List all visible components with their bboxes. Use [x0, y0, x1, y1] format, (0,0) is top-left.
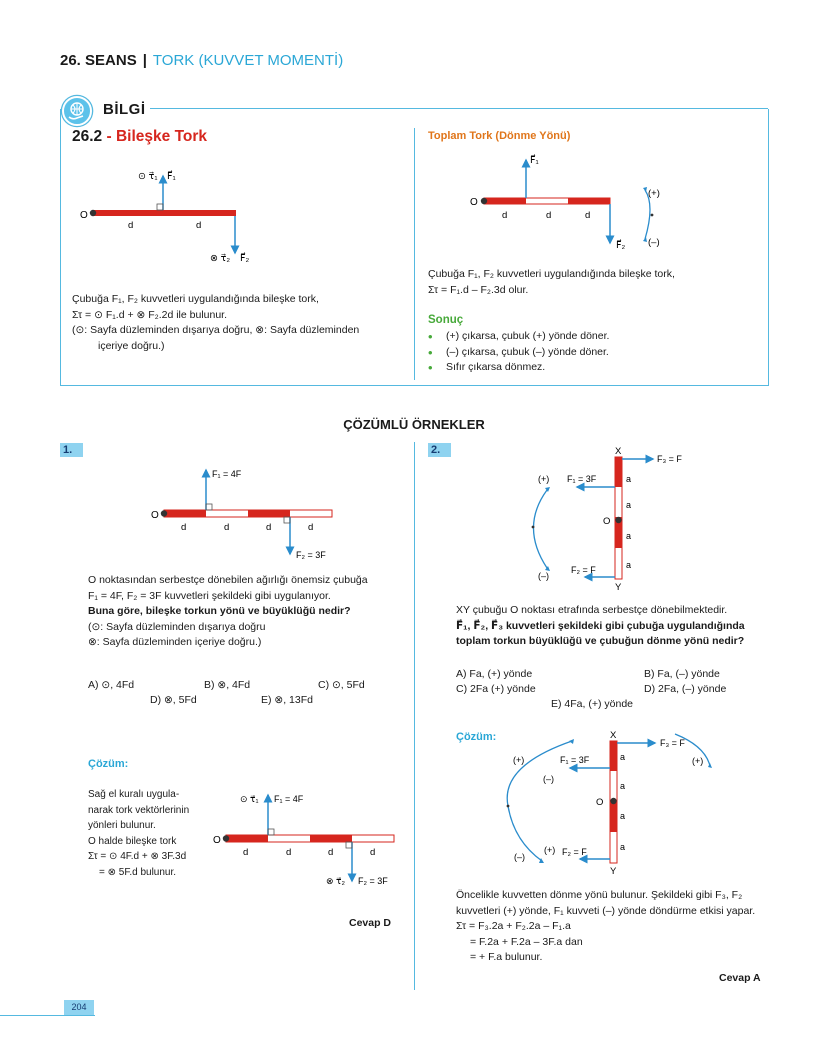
label-plus: (+): [513, 755, 525, 765]
label-F1: F⃗₁: [530, 155, 539, 166]
label-O: O: [151, 510, 159, 521]
rod-segment: [610, 741, 617, 771]
ex2-option-e[interactable]: E) 4Fa, (+) yönde: [551, 698, 633, 710]
info-left-line3: (⊙: Sayfa düzleminden dışarıya doğru, ⊗: Sayfa düzleminden: [72, 324, 360, 336]
ex1-question: Buna göre, bileşke torkun yönü ve büyüklüğü nedir?: [88, 605, 351, 617]
info-right-line2: Στ = F₁.d – F₂.3d olur.: [428, 283, 529, 296]
label-F1: F₁ = 3F: [567, 474, 597, 484]
pivot-point: [223, 835, 229, 841]
ex2-sol-line: Öncelikle kuvvetten dönme yönü bulunur. Şekildeki gibi F₃, F₂: [456, 889, 743, 901]
info-right-figure: [462, 148, 682, 253]
page-number-line: [0, 1015, 95, 1016]
ex2-option-d[interactable]: D) 2Fa, (–) yönde: [644, 683, 727, 695]
ex2-solution-label: Çözüm:: [456, 731, 497, 743]
ex1-option-e[interactable]: E) ⊗, 13Fd: [261, 694, 313, 706]
ex1-text-line: O noktasından serbestçe dönebilen ağırlığı önemsiz çubuğa: [88, 574, 368, 586]
example-1-badge: 1.: [60, 443, 83, 457]
label-F2: F₂ = F: [562, 847, 587, 857]
label-F1: F⃗₁: [167, 171, 176, 182]
section-title: [72, 128, 207, 146]
label-d: d: [286, 847, 292, 858]
ex2-question: F⃗₁, F⃗₂, F⃗₃ kuvvetleri şekildeki gibi çubuğa uygulandığında: [456, 619, 745, 632]
ex1-sol-line: narak tork vektörlerinin: [88, 804, 190, 816]
ex2-option-a[interactable]: A) Fa, (+) yönde: [456, 668, 533, 680]
label-d: d: [546, 210, 552, 221]
rod-segment: [248, 510, 290, 517]
label-O: O: [596, 797, 604, 808]
label-d: d: [181, 522, 187, 533]
seans-number: 26. SEANS: [60, 52, 137, 69]
label-plus: (+): [648, 188, 660, 199]
arc-center-dot: [651, 214, 654, 217]
ex1-text-line: F₁ = 4F, F₂ = 3F kuvvetleri şekildeki gibi uygulanıyor.: [88, 589, 331, 602]
example-2-badge: 2.: [428, 443, 451, 457]
ex2-solution-figure: [500, 726, 730, 876]
rod-segment: [226, 835, 268, 842]
ex1-option-a[interactable]: A) ⊙, 4Fd: [88, 679, 135, 691]
label-tau1: ⊙ τ⃗₁: [138, 171, 158, 182]
arc-center-dot: [532, 526, 535, 529]
ex1-note: ⊗: Sayfa düzleminden içeriye doğru.): [88, 636, 262, 648]
label-Y: Y: [610, 866, 617, 876]
section-number: 26.2: [72, 128, 103, 145]
info-column-divider: [414, 128, 415, 380]
info-right-text: [428, 267, 758, 298]
rod-segment: [310, 835, 352, 842]
ex1-answer: Cevap D: [349, 917, 392, 929]
ex2-option-b[interactable]: B) Fa, (–) yönde: [644, 668, 720, 680]
label-F2: F⃗₂: [240, 253, 250, 264]
right-angle-mark: [346, 842, 352, 848]
label-O: O: [470, 197, 478, 208]
label-a: a: [626, 474, 632, 484]
ex1-solution-label: Çözüm:: [88, 758, 129, 770]
label-minus: (–): [543, 774, 554, 784]
info-left-line2: Στ = ⊙ F₁.d + ⊗ F₂.2d ile bulunur.: [72, 308, 228, 321]
label-d: d: [224, 522, 230, 533]
result-item: • (+) çıkarsa, çubuk (+) yönde döner.: [428, 329, 748, 345]
globe-hand-icon: [62, 96, 92, 126]
label-a: a: [620, 781, 626, 791]
label-a: a: [626, 560, 632, 570]
label-F1: F₁ = 4F: [274, 794, 304, 804]
ex2-solution-text: [456, 888, 776, 966]
ex2-text-line: XY çubuğu O noktası etrafında serbestçe dönebilmektedir.: [456, 604, 728, 616]
label-d: d: [128, 220, 134, 231]
label-minus: (–): [648, 237, 660, 248]
label-Y: Y: [615, 582, 622, 592]
ex2-sol-line: = F.2a + F.2a – 3F.a dan: [470, 935, 583, 948]
arc-center-dot: [507, 805, 510, 808]
label-a: a: [626, 500, 632, 510]
right-angle-mark: [268, 829, 274, 835]
section-dash: -: [106, 128, 112, 145]
header-topic: TORK (KUVVET MOMENTİ): [152, 52, 344, 69]
result-title: Sonuç: [428, 314, 464, 326]
label-d: d: [243, 847, 249, 858]
right-angle-mark: [206, 504, 212, 510]
right-angle-mark: [157, 204, 163, 210]
label-F2: F⃗₂: [616, 240, 626, 251]
result-item: • Sıfır çıkarsa dönmez.: [428, 360, 748, 376]
label-d: d: [266, 522, 272, 533]
pivot-point: [161, 510, 167, 516]
arc-arrowhead: [569, 739, 574, 744]
page-number: 204: [64, 1000, 94, 1015]
rod-segment: [484, 198, 526, 204]
page-header: [60, 52, 343, 69]
rod-segment: [610, 801, 617, 832]
result-list: [428, 329, 748, 376]
info-left-text: [72, 292, 402, 354]
label-d: d: [502, 210, 508, 221]
label-F1: F₁ = 3F: [560, 755, 590, 765]
ex1-solution-figure: [212, 785, 402, 890]
label-d: d: [308, 522, 314, 533]
rotation-arc: [534, 490, 548, 568]
label-tau1: ⊙ τ⃗₁: [240, 794, 259, 804]
info-left-line1: Çubuğa F₁, F₂ kuvvetleri uygulandığında bileşke tork,: [72, 293, 319, 305]
ex2-answer: Cevap A: [719, 972, 761, 984]
result-item: • (–) çıkarsa, çubuk (–) yönde döner.: [428, 345, 748, 361]
label-O: O: [603, 516, 611, 527]
info-right-line1: Çubuğa F₁, F₂ kuvvetleri uygulandığında bileşke tork,: [428, 268, 675, 280]
label-X: X: [610, 730, 617, 741]
examples-title: ÇÖZÜMLÜ ÖRNEKLER: [343, 417, 485, 432]
ex2-option-c[interactable]: C) 2Fa (+) yönde: [456, 683, 536, 695]
pivot-point: [610, 798, 616, 804]
example-2-figure: [525, 442, 725, 592]
label-O: O: [80, 210, 88, 221]
ex1-option-b[interactable]: B) ⊗, 4Fd: [204, 679, 251, 691]
info-left-figure: [75, 160, 275, 270]
ex1-option-c[interactable]: C) ⊙, 5Fd: [318, 679, 365, 691]
ex2-sol-line: kuvvetleri (+) yönde, F₁ kuvveti (–) yönde döndürme etkisi yapar.: [456, 904, 756, 917]
example-1-text: [88, 573, 408, 651]
label-a: a: [620, 811, 626, 821]
label-minus: (–): [538, 571, 549, 581]
example-1-figure: [150, 462, 350, 562]
label-tau2: ⊗ τ⃗₂: [210, 253, 231, 264]
label-d: d: [328, 847, 334, 858]
pivot-point: [90, 210, 96, 216]
label-plus: (+): [538, 474, 550, 484]
label-X: X: [615, 446, 622, 457]
pivot-point: [615, 517, 621, 523]
pivot-point: [481, 198, 487, 204]
label-a: a: [626, 531, 632, 541]
example-2-text: [456, 603, 776, 650]
label-F1: F₁ = 4F: [212, 469, 242, 479]
rod: [93, 210, 236, 216]
rod-segment: [615, 457, 622, 487]
label-F3: F₃ = F: [660, 738, 685, 748]
label-F2: F₂ = 3F: [358, 876, 388, 886]
ex1-solution-text: [88, 787, 218, 880]
label-F2: F₂ = 3F: [296, 550, 326, 560]
label-minus: (–): [514, 852, 525, 862]
label-F2: F₂ = F: [571, 565, 596, 575]
ex1-sol-line: yönleri bulunur.: [88, 820, 156, 831]
ex1-sol-line: O halde bileşke tork: [88, 835, 177, 847]
rod-segment: [164, 510, 206, 517]
rod-segment: [568, 198, 610, 204]
label-plus: (+): [544, 845, 556, 855]
label-d: d: [585, 210, 591, 221]
ex2-sol-line: Στ = F₃.2a + F₂.2a – F₁.a: [456, 920, 571, 932]
arc-arrowhead: [708, 763, 712, 768]
ex1-sol-line: Στ = ⊙ 4F.d + ⊗ 3F.3d: [88, 851, 187, 862]
info-left-line4: içeriye doğru.): [98, 339, 165, 352]
ex1-sol-line: = ⊗ 5F.d bulunur.: [99, 866, 177, 878]
ex1-sol-line: Sağ el kuralı uygula-: [88, 789, 180, 800]
label-O: O: [213, 835, 221, 846]
right-angle-mark: [284, 517, 290, 523]
ex1-option-d[interactable]: D) ⊗, 5Fd: [150, 694, 197, 706]
label-F3: F₃ = F: [657, 454, 682, 464]
ex2-question: toplam torkun büyüklüğü ve çubuğun dönme yönü nedir?: [456, 635, 745, 647]
label-d: d: [196, 220, 202, 231]
bilgi-label: BİLGİ: [103, 101, 146, 118]
ex2-sol-line: = + F.a bulunur.: [470, 951, 543, 963]
examples-column-divider: [414, 442, 415, 990]
ex1-note: (⊙: Sayfa düzleminden dışarıya doğru: [88, 620, 266, 633]
info-right-title: Toplam Tork (Dönme Yönü): [428, 130, 571, 142]
label-plus: (+): [692, 756, 704, 766]
label-tau2: ⊗ τ⃗₂: [326, 876, 345, 886]
label-a: a: [620, 752, 626, 762]
header-separator: |: [142, 52, 147, 69]
section-name: Bileşke Tork: [115, 128, 208, 145]
label-d: d: [370, 847, 376, 858]
label-a: a: [620, 842, 626, 852]
